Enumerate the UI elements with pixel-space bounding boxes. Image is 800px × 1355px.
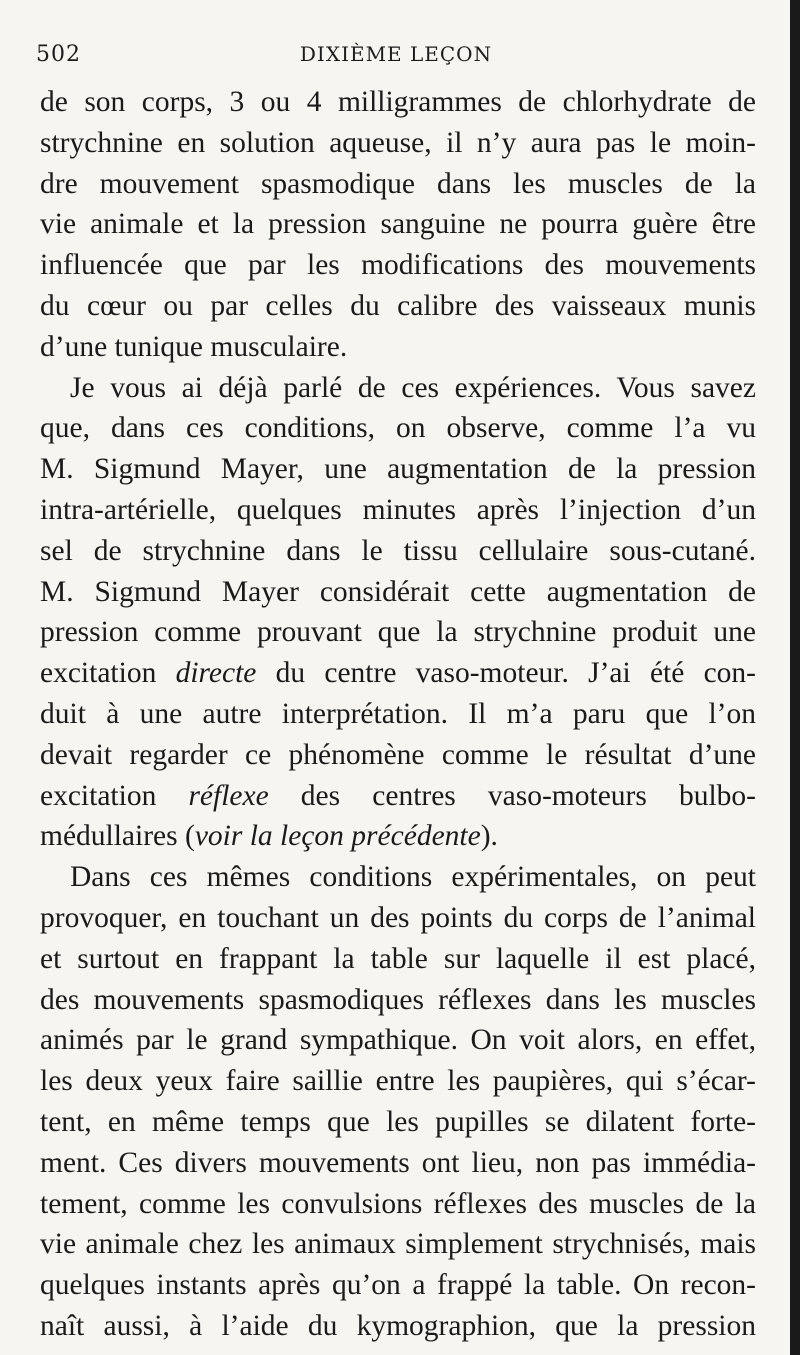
text-run: du centre vaso-moteur. J’ai été con- [256, 657, 756, 690]
text-line: du cœur ou par celles du calibre des vaisseaux munis [40, 289, 756, 322]
text-line: que, dans ces conditions, on observe, comme l’a vu [40, 412, 756, 445]
text-line: M. Sigmund Mayer considérait cette augmentation de [40, 575, 756, 608]
page-number: 502 [36, 42, 81, 67]
italic-text: voir la leçon précédente [194, 820, 481, 853]
text-line [40, 816, 756, 857]
text-line: duit à une autre interprétation. Il m’a paru que l’on [40, 697, 756, 730]
text-line: de son corps, 3 ou 4 milligrammes de chlorhydrate de [40, 86, 756, 118]
text-line: des mouvements spasmodiques réflexes dans les muscles [40, 983, 756, 1016]
text-run: des centres vaso-moteurs bulbo- [268, 779, 756, 812]
text-line: strychnine en solution aqueuse, il n’y aura pas le moin- [40, 126, 756, 159]
text-line: vie animale chez les animaux simplement strychnisés, mais [40, 1228, 756, 1261]
text-line: animés par le grand sympathique. On voit alors, en effet, [40, 1024, 756, 1057]
text-run: ). [480, 820, 498, 853]
text-line: ment. Ces divers mouvements ont lieu, non pas immédia- [40, 1146, 756, 1179]
text-line: sel de strychnine dans le tissu cellulaire sous-cutané. [40, 534, 756, 567]
text-line: naît aussi, à l’aide du kymographion, que la pression [40, 1309, 756, 1342]
italic-text: directe [175, 657, 257, 690]
text-line: intra-artérielle, quelques minutes après l’injection d’un [40, 493, 756, 526]
text-line: et surtout en frappant la table sur laquelle il est placé, [40, 942, 756, 975]
text-line: dre mouvement spasmodique dans les muscles de la [40, 167, 756, 200]
text-line: vie animale et la pression sanguine ne pourra guère être [40, 208, 756, 241]
text-line: Je vous ai déjà parlé de ces expériences. Vous savez [70, 371, 756, 404]
text-run: excitation [40, 657, 176, 690]
text-line: les deux yeux faire saillie entre les paupières, qui s’écar- [40, 1065, 756, 1098]
text-line: devait regarder ce phénomène comme le résultat d’une [40, 738, 756, 771]
text-line: influencée que par les modifications des mouvements [40, 249, 756, 282]
text-run: médullaires ( [40, 820, 195, 853]
text-line: quelques instants après qu’on a frappé la table. On recon- [40, 1269, 756, 1302]
text-line: tement, comme les convulsions réflexes des muscles de la [40, 1187, 756, 1220]
text-line: Dans ces mêmes conditions expérimentales, on peut [70, 861, 756, 894]
text-line: d’une tunique musculaire. [40, 330, 348, 363]
text-line: provoquer, en touchant un des points du corps de l’animal [40, 901, 756, 934]
text-line: M. Sigmund Mayer, une augmentation de la pression [40, 453, 756, 486]
text-line: tent, en même temps que les pupilles se dilatent forte- [40, 1105, 756, 1138]
running-head: DIXIÈME LEÇON [299, 42, 493, 66]
text-line: pression comme prouvant que la strychnine produit une [40, 616, 756, 649]
text-run: excitation [40, 779, 189, 812]
text-line [40, 776, 756, 817]
text-line [40, 653, 756, 694]
italic-text: réflexe [188, 779, 269, 812]
page-header [36, 38, 756, 74]
body-text [40, 82, 756, 1347]
